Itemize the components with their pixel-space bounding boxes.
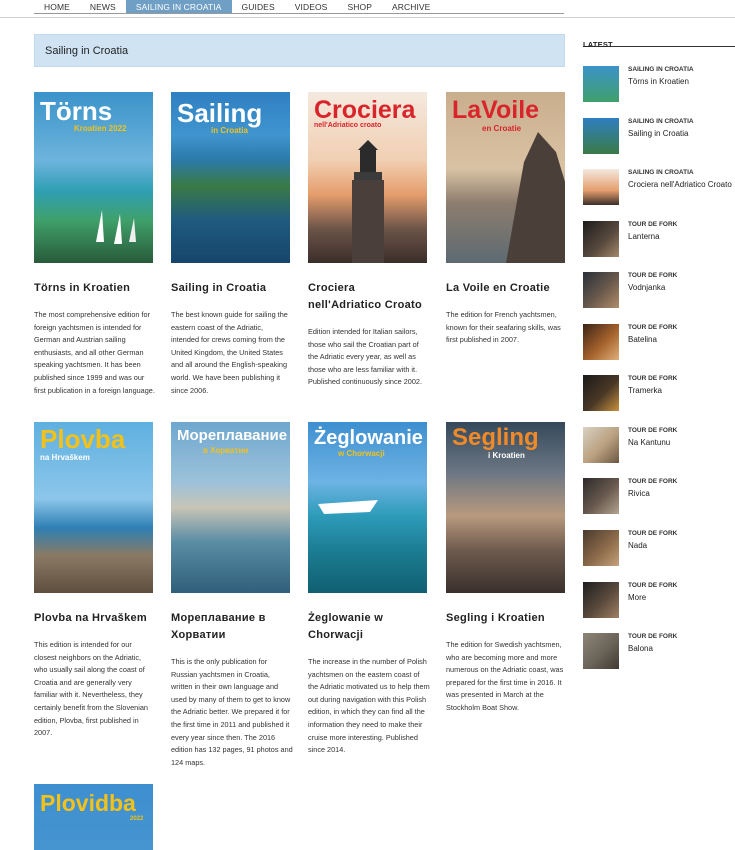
- nav-underline: [34, 13, 564, 14]
- cover-title: LaVoile: [452, 96, 540, 124]
- publication-title[interactable]: Мореплавание в Хорватии: [171, 612, 266, 641]
- latest-category[interactable]: SAILING IN CROATIA: [628, 118, 694, 125]
- latest-category[interactable]: TOUR DE FORK: [628, 221, 678, 228]
- latest-category[interactable]: TOUR DE FORK: [628, 530, 678, 537]
- latest-title[interactable]: Na Kantunu: [628, 438, 671, 447]
- cover-subtitle: nell'Adriatico croato: [314, 122, 382, 129]
- latest-thumbnail[interactable]: [583, 66, 619, 102]
- latest-title[interactable]: Balona: [628, 644, 653, 653]
- publication-description: This edition is intended for our closest neighbors on the Adriatic, who usually sail along the coast of Croatia and are generally very familiar with it. Nevertheless, they certainly benefit from the Slovenian edition, Plovba, first published in 2007.: [34, 640, 148, 738]
- latest-title[interactable]: Tramerka: [628, 386, 662, 395]
- top-navigation: [0, 0, 735, 18]
- latest-title[interactable]: Lanterna: [628, 232, 660, 241]
- latest-thumbnail[interactable]: [583, 118, 619, 154]
- cover-subtitle: en Croatie: [482, 124, 522, 133]
- latest-thumbnail[interactable]: [583, 427, 619, 463]
- boats-illustration: [34, 92, 153, 263]
- latest-item[interactable]: [583, 118, 735, 154]
- latest-item[interactable]: [583, 66, 735, 102]
- latest-item[interactable]: [583, 375, 735, 411]
- publication-description: The most comprehensive edition for foreign yachtsmen is intended for German and Austrian sailing enthusiasts, and all other German speaking yachtsmen. It has been published since 1999 and was our first publication in a foreign language.: [34, 310, 155, 395]
- latest-category[interactable]: TOUR DE FORK: [628, 633, 678, 640]
- nav-shop[interactable]: SHOP: [347, 2, 372, 12]
- rock-illustration: [446, 92, 565, 263]
- nav-home[interactable]: HOME: [44, 2, 70, 12]
- publication-title[interactable]: Żeglowanie w Chorwacji: [308, 612, 384, 641]
- latest-thumbnail[interactable]: [583, 530, 619, 566]
- cover-title: Sailing: [177, 98, 263, 128]
- latest-item[interactable]: [583, 169, 735, 205]
- publication-description: The edition for French yachtsmen, known for their seafaring skills, was first published in 2007.: [446, 310, 561, 345]
- publication-title[interactable]: La Voile en Croatie: [446, 282, 550, 294]
- publication-card-crociera: [308, 92, 430, 389]
- nav-guides[interactable]: GUIDES: [241, 2, 275, 12]
- cover-subtitle: in Croatia: [211, 126, 248, 135]
- latest-item[interactable]: [583, 221, 735, 257]
- page-title: Sailing in Croatia: [45, 45, 129, 57]
- cover-moreplavanie[interactable]: [171, 422, 290, 593]
- latest-thumbnail[interactable]: [583, 478, 619, 514]
- cover-title: Мореплавание: [177, 427, 288, 444]
- publication-card-moreplavanie: [171, 422, 293, 769]
- nav-archive[interactable]: ARCHIVE: [391, 2, 431, 12]
- cover-subtitle: 2022: [130, 816, 144, 822]
- publication-title[interactable]: Törns in Kroatien: [34, 282, 131, 294]
- latest-item[interactable]: [583, 530, 735, 566]
- cover-title: Segling: [452, 424, 539, 451]
- boat-illustration: [308, 422, 427, 593]
- cover-title: Törns: [40, 96, 113, 126]
- lighthouse-illustration: [308, 92, 427, 263]
- publication-card-segling: [446, 422, 568, 715]
- cover-subtitle: Kroatien 2022: [74, 124, 127, 133]
- latest-item[interactable]: [583, 478, 735, 514]
- latest-title[interactable]: Sailing in Croatia: [628, 129, 689, 138]
- latest-title[interactable]: Vodnjanka: [628, 283, 666, 292]
- latest-heading: [583, 34, 735, 47]
- latest-thumbnail[interactable]: [583, 582, 619, 618]
- latest-category[interactable]: TOUR DE FORK: [628, 582, 678, 589]
- latest-title[interactable]: Rivica: [628, 489, 650, 498]
- cover-plovba[interactable]: [34, 422, 153, 593]
- cover-subtitle: na Hrvaškem: [40, 453, 90, 462]
- publication-card-sailing: [171, 92, 293, 397]
- publication-description: Edition intended for Italian sailors, those who sail the Croatian part of the Adriatic every year, as well as those who are less familiar with it. Published continuously since 2002.: [308, 327, 422, 387]
- latest-category[interactable]: TOUR DE FORK: [628, 324, 678, 331]
- cover-title: Plovidba: [40, 790, 136, 816]
- publication-title[interactable]: Sailing in Croatia: [171, 282, 267, 294]
- latest-category[interactable]: TOUR DE FORK: [628, 272, 678, 279]
- publication-card-torns: [34, 92, 156, 397]
- cover-subtitle: в Хорватии: [203, 446, 249, 455]
- nav-menu: [34, 0, 440, 13]
- cover-title: Plovba: [40, 424, 126, 454]
- latest-item[interactable]: [583, 324, 735, 360]
- latest-item[interactable]: [583, 633, 735, 669]
- latest-title[interactable]: Törns in Kroatien: [628, 77, 689, 86]
- publication-description: The best known guide for sailing the eastern coast of the Adriatic, intended for crews coming from the United Kingdom, the United States and all around the English-speaking world. We have been publishing it since 2006.: [171, 310, 288, 395]
- publication-title[interactable]: Crociera nell'Adriatico Croato: [308, 282, 423, 311]
- latest-thumbnail[interactable]: [583, 633, 619, 669]
- page-title-banner: [34, 34, 565, 67]
- latest-category[interactable]: TOUR DE FORK: [628, 478, 678, 485]
- cover-subtitle: w Chorwacji: [338, 449, 385, 458]
- publication-description: This is the only publication for Russian yachtsmen in Croatia, written in their own language and used by many of them to get to know the Adriatic better. We prepared it for the first time in 2011 and published it every year since then. The 2016 edition has 132 pages, 91 photos and 124 maps.: [171, 657, 293, 767]
- latest-thumbnail[interactable]: [583, 375, 619, 411]
- latest-category[interactable]: TOUR DE FORK: [628, 375, 678, 382]
- publication-card-zeglowanie: [308, 422, 430, 757]
- publication-title[interactable]: Segling i Kroatien: [446, 612, 545, 624]
- cover-sailing[interactable]: [171, 92, 290, 263]
- publication-card-plovidba: [34, 784, 156, 850]
- latest-title[interactable]: Crociera nell'Adriatico Croato: [628, 180, 732, 189]
- latest-category[interactable]: SAILING IN CROATIA: [628, 66, 694, 73]
- cover-torns[interactable]: [34, 92, 153, 263]
- publication-title[interactable]: Plovba na Hrvaškem: [34, 612, 148, 624]
- latest-heading-label: LATEST: [583, 40, 613, 49]
- cover-segling[interactable]: [446, 422, 565, 593]
- latest-title[interactable]: Batelina: [628, 335, 657, 344]
- publication-description: The increase in the number of Polish yachtsmen on the eastern coast of the Adriatic motivated us to help them out during navigation with this Polish edition, in which they can find all the information they need to make their cruise more interesting. Published since 2014.: [308, 657, 430, 755]
- latest-thumbnail[interactable]: [583, 272, 619, 308]
- publication-description: The edition for Swedish yachtsmen, who are becoming more and more numerous on the Adriatic coast, was prepared for the first time in 2016. It was presented in March at the Stockholm Boat Show.: [446, 640, 564, 712]
- latest-item[interactable]: [583, 272, 735, 308]
- latest-thumbnail[interactable]: [583, 169, 619, 205]
- cover-title: Crociera: [314, 96, 416, 124]
- publication-card-plovba: [34, 422, 156, 740]
- latest-title[interactable]: More: [628, 593, 647, 602]
- latest-thumbnail[interactable]: [583, 221, 619, 257]
- cover-plovidba[interactable]: [34, 784, 153, 850]
- latest-thumbnail[interactable]: [583, 324, 619, 360]
- nav-sailing-in-croatia[interactable]: SAILING IN CROATIA: [126, 0, 232, 13]
- cover-zeglowanie[interactable]: [308, 422, 427, 593]
- latest-category[interactable]: SAILING IN CROATIA: [628, 169, 694, 176]
- cover-title: Żeglowanie: [314, 427, 423, 449]
- latest-item[interactable]: [583, 582, 735, 618]
- publication-card-la-voile: [446, 92, 568, 347]
- cover-crociera[interactable]: [308, 92, 427, 263]
- latest-title[interactable]: Nada: [628, 541, 648, 550]
- nav-news[interactable]: NEWS: [89, 2, 116, 12]
- latest-item[interactable]: [583, 427, 735, 463]
- cover-la-voile[interactable]: [446, 92, 565, 263]
- cover-subtitle: i Kroatien: [488, 451, 525, 460]
- latest-category[interactable]: TOUR DE FORK: [628, 427, 678, 434]
- nav-videos[interactable]: VIDEOS: [294, 2, 328, 12]
